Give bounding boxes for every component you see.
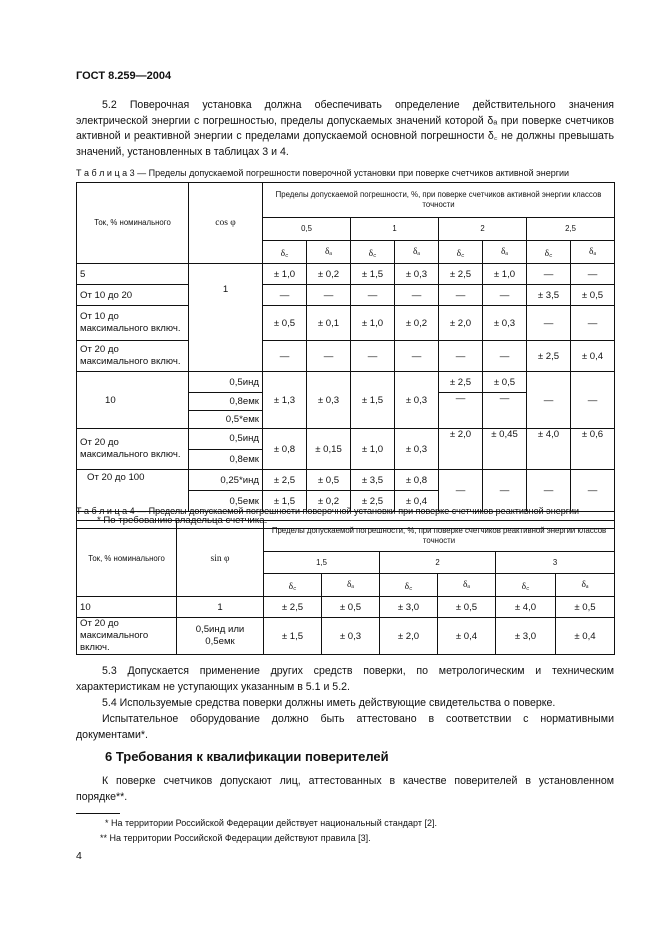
t4-cell: ± 0,3 — [322, 618, 380, 655]
t3-cell: ± 2,5 — [439, 372, 483, 393]
t3-cell: ± 0,2 — [307, 491, 351, 512]
table-row — [77, 372, 615, 393]
t3-cell: — — [395, 285, 439, 306]
t4-cell: ± 4,0 — [496, 597, 556, 618]
paragraph-5-3: 5.3 Допускается применение других средств поверки, по метрологическим и техническим характеристикам не уступающих указанным в 5.1 и 5.2. — [76, 665, 614, 693]
t3-cell: — — [439, 470, 483, 512]
table3-caption: Т а б л и ц а 3 — Пределы допускаемой погрешности поверочной установки при поверке счетчиков активной энергии — [76, 168, 570, 178]
t3-cell: 0,25*инд — [189, 470, 263, 491]
t3-header-limits: Пределы допускаемой погрешности, %, при поверке счетчиков активной энергии классов точности — [263, 183, 615, 218]
t3-delta-a: δₐ — [307, 241, 351, 264]
t4-delta-c: δ꜀ — [496, 574, 556, 597]
t3-cell: ± 1,0 — [351, 429, 395, 470]
table4-caption: Т а б л и ц а 4 — Пределы допускаемой погрешности поверочной установки при поверке счетчиков реактивной энергии — [76, 506, 580, 516]
paragraph-5-2: 5.2 Поверочная установка должна обеспечивать определение действительного значения электрической энергии с погрешностью, пределы допускаемых значений которой δₐ при поверке счетчиков активной и реактивной энергии с пределами допускаемой основной погрешности δ꜀ не должны превышать значений, установленных в таблицах 3 и 4. — [76, 99, 614, 158]
t3-footnote: * По требованию владельца счетчика. — [77, 512, 615, 529]
t3-cell: — — [571, 470, 615, 512]
t4-cell: От 20 до максимального включ. — [77, 618, 177, 655]
t4-cell: ± 3,0 — [380, 597, 438, 618]
t3-cell: ± 2,5 — [527, 341, 571, 372]
t3-cell: ± 0,15 — [307, 429, 351, 470]
t4-cell: ± 0,4 — [438, 618, 496, 655]
t3-cell: ± 0,2 — [307, 264, 351, 285]
paragraph-5-4: 5.4 Используемые средства поверки должны иметь действующие свидетельства о поверке. — [102, 697, 556, 709]
table-row — [77, 306, 615, 341]
footnote-1: * На территории Российской Федерации действует национальный стандарт [2]. — [105, 818, 437, 828]
table-row — [77, 618, 615, 655]
table3 — [76, 182, 615, 529]
t3-cell: ± 1,3 — [263, 372, 307, 429]
t4-cell: 1 — [177, 597, 264, 618]
table-row — [77, 285, 615, 306]
t3-cell: От 20 до максимального включ. — [77, 429, 189, 470]
t3-delta-c: δ꜀ — [527, 241, 571, 264]
t3-class: 2,5 — [527, 218, 615, 241]
t3-cell: 0,5*емк — [189, 411, 263, 429]
t3-cell: ± 2,0 — [439, 306, 483, 341]
t4-delta-a: δₐ — [322, 574, 380, 597]
t3-cell: — — [439, 393, 483, 429]
t4-cell: ± 3,0 — [496, 618, 556, 655]
t3-cell: 0,5инд — [189, 429, 263, 450]
t4-header-sin: sin φ — [177, 521, 264, 597]
t3-delta-a: δₐ — [483, 241, 527, 264]
document-header: ГОСТ 8.259—2004 — [76, 70, 172, 82]
t3-cell: — — [351, 341, 395, 372]
t3-cell: От 10 до максимального включ. — [77, 306, 189, 341]
t3-cell: ± 3,5 — [527, 285, 571, 306]
t3-cell: — — [571, 372, 615, 429]
t4-cell: ± 0,5 — [438, 597, 496, 618]
t3-cell: ± 2,5 — [351, 491, 395, 512]
t3-cell: ± 1,0 — [351, 306, 395, 341]
t3-delta-c: δ꜀ — [439, 241, 483, 264]
table-row — [77, 429, 615, 450]
t4-cell: ± 2,0 — [380, 618, 438, 655]
t4-header-current: Ток, % номинального — [77, 521, 177, 597]
t3-cell: ± 1,0 — [263, 264, 307, 285]
t3-cell: ± 3,5 — [351, 470, 395, 491]
t3-cell: ± 1,5 — [351, 372, 395, 429]
t3-cell: ± 0,3 — [395, 372, 439, 429]
footnote-divider — [76, 813, 120, 814]
footnote-2: ** На территории Российской Федерации действуют правила [3]. — [100, 833, 371, 843]
t4-delta-c: δ꜀ — [380, 574, 438, 597]
t3-cell: 5 — [77, 264, 189, 285]
t3-cell: ± 0,4 — [395, 491, 439, 512]
t4-cell: ± 0,4 — [556, 618, 615, 655]
t3-cell: 0,8емк — [189, 393, 263, 411]
t3-cell: ± 0,4 — [571, 341, 615, 372]
t3-class: 1 — [351, 218, 439, 241]
t3-cell: — — [439, 341, 483, 372]
table-row — [77, 597, 615, 618]
t3-cell: ± 2,5 — [439, 264, 483, 285]
t3-cell: ± 0,8 — [395, 470, 439, 491]
t3-cell: — — [307, 285, 351, 306]
t3-cell: От 10 до 20 — [77, 285, 189, 306]
t3-cell: — — [395, 341, 439, 372]
t3-cell: 0,8емк — [189, 449, 263, 470]
t3-cell: ± 0,3 — [395, 264, 439, 285]
t3-cell: — — [483, 470, 527, 512]
t3-delta-a: δₐ — [571, 241, 615, 264]
t3-cell: ± 1,0 — [483, 264, 527, 285]
t4-delta-a: δₐ — [438, 574, 496, 597]
t3-cell: — — [571, 306, 615, 341]
t3-cell: — — [439, 285, 483, 306]
t3-cell: — — [571, 264, 615, 285]
t3-cell: От 20 до 100 — [77, 470, 189, 512]
t4-cell: ± 1,5 — [264, 618, 322, 655]
t3-cell: ± 0,3 — [307, 372, 351, 429]
t3-cell: ± 0,8 — [263, 429, 307, 470]
t4-cell: ± 2,5 — [264, 597, 322, 618]
t3-cell: ± 0,3 — [483, 306, 527, 341]
t3-cell: — — [263, 285, 307, 306]
table-row — [77, 341, 615, 372]
t3-cell: ± 0,6 — [571, 429, 615, 450]
t3-cell: ± 0,5 — [571, 285, 615, 306]
t3-cell: — — [483, 285, 527, 306]
t3-cell: 0,5емк — [189, 491, 263, 512]
t3-cell: ± 0,3 — [395, 429, 439, 470]
t3-cell: ± 4,0 — [527, 429, 571, 450]
t4-cell: 10 — [77, 597, 177, 618]
t4-header-limits: Пределы допускаемой погрешности, %, при поверке счетчиков реактивной энергии классов точности — [264, 521, 615, 552]
table-row — [77, 264, 615, 285]
t3-cell: — — [527, 470, 571, 512]
t3-cell: 10 — [77, 372, 189, 429]
t4-cell: ± 0,5 — [556, 597, 615, 618]
t3-cell: ± 0,5 — [307, 470, 351, 491]
t3-cell: ± 2,0 — [439, 429, 483, 450]
t3-cell: — — [351, 285, 395, 306]
t3-cell: От 20 до максимального включ. — [77, 341, 189, 372]
page-number: 4 — [76, 850, 82, 862]
t3-class: 0,5 — [263, 218, 351, 241]
t4-class: 1,5 — [264, 552, 380, 574]
t3-cell: ± 2,5 — [263, 470, 307, 491]
t3-delta-c: δ꜀ — [351, 241, 395, 264]
table-row — [77, 470, 615, 491]
t3-cell: ± 1,5 — [263, 491, 307, 512]
t3-cell: — — [527, 372, 571, 429]
t4-cell: 0,5инд или 0,5емк — [177, 618, 264, 655]
t3-cell: 0,5инд — [189, 372, 263, 393]
t4-cell: ± 0,5 — [322, 597, 380, 618]
t3-cell: — — [483, 341, 527, 372]
t3-cell: ± 0,2 — [395, 306, 439, 341]
t3-delta-c: δ꜀ — [263, 241, 307, 264]
paragraph-test-equipment: Испытательное оборудование должно быть аттестовано в соответствии с нормативными документами*. — [76, 713, 614, 741]
t3-header-cos: cos φ — [189, 183, 263, 264]
t3-cell: — — [307, 341, 351, 372]
t3-cell: 1 — [189, 264, 263, 372]
t3-cell: ± 0,1 — [307, 306, 351, 341]
t3-cell: — — [263, 341, 307, 372]
t4-class: 3 — [496, 552, 615, 574]
t3-cell: — — [483, 393, 527, 429]
t3-class: 2 — [439, 218, 527, 241]
t3-cell: ± 0,5 — [483, 372, 527, 393]
table4 — [76, 520, 615, 655]
t3-header-current: Ток, % номинального — [77, 183, 189, 264]
t3-delta-a: δₐ — [395, 241, 439, 264]
t3-cell: — — [527, 264, 571, 285]
t3-cell: ± 0,45 — [483, 429, 527, 450]
section-6-title: 6 Требования к квалификации поверителей — [105, 749, 389, 764]
t4-delta-c: δ꜀ — [264, 574, 322, 597]
t3-cell: ± 0,5 — [263, 306, 307, 341]
t4-delta-a: δₐ — [556, 574, 615, 597]
paragraph-6: К поверке счетчиков допускают лиц, аттестованных в качестве поверителей в установленном порядке**. — [76, 775, 614, 803]
t3-cell: — — [527, 306, 571, 341]
t4-class: 2 — [380, 552, 496, 574]
t3-cell: ± 1,5 — [351, 264, 395, 285]
